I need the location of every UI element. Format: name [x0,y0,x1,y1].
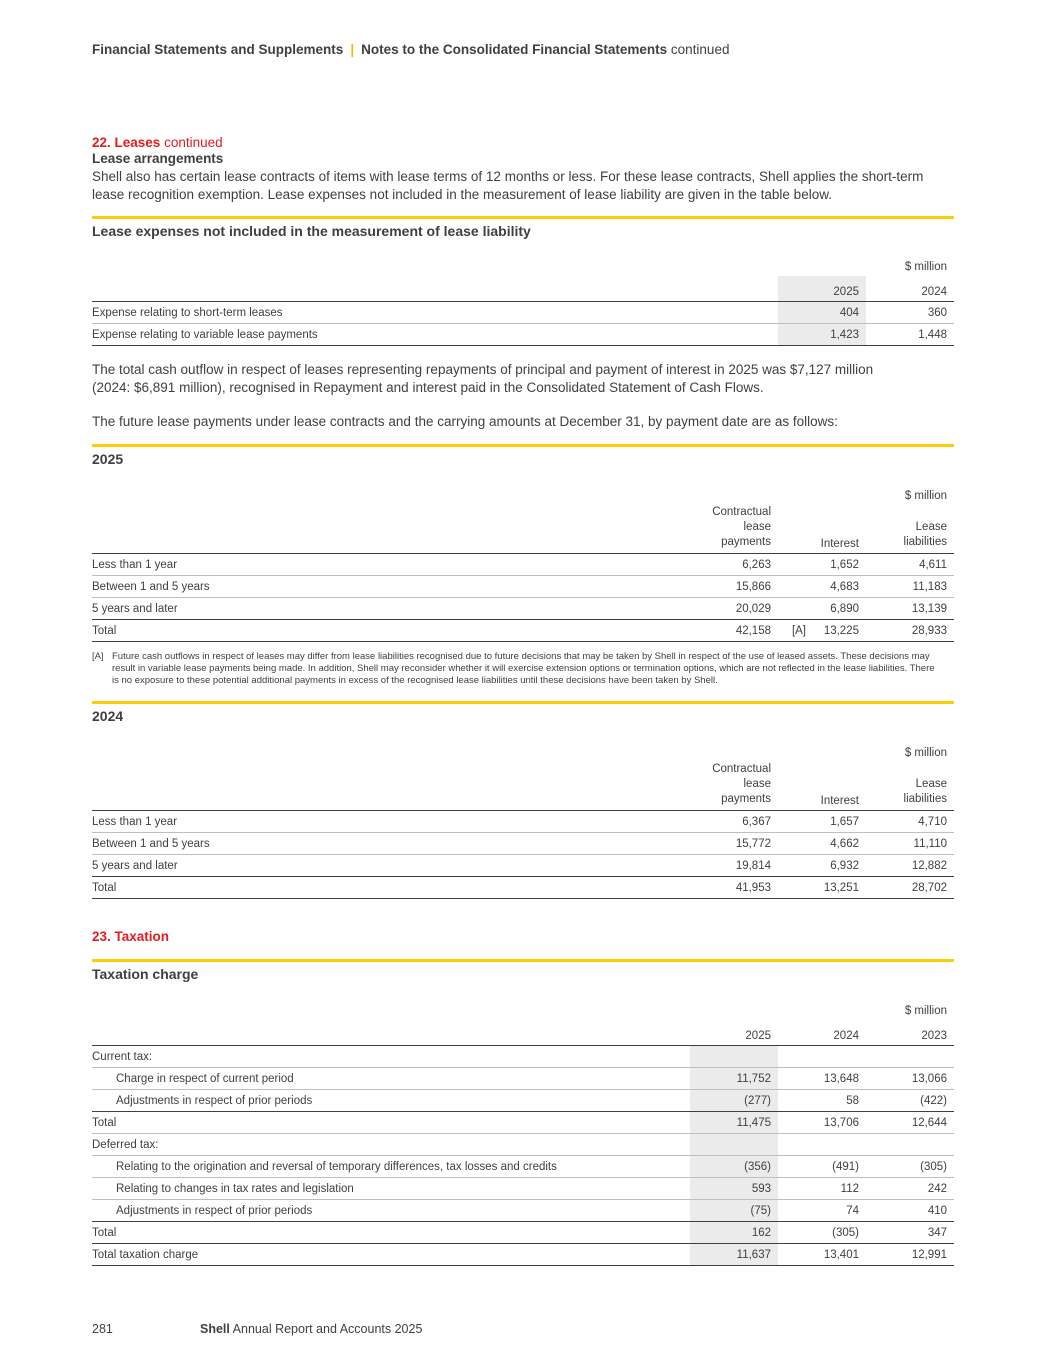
header-continued: continued [670,42,730,57]
table-row: Expense relating to short-term leases 404 360 [92,302,954,324]
cash-outflow-paragraph: The total cash outflow in respect of leases representing repayments of principal and payment of interest in 2025 was $7,127 million (2024: $6,891 million), recognised in Repayment and interest paid in the Consolidated Statement of Cash Flows. [92,362,874,395]
note22-continued: continued [164,135,223,150]
total-row: Total 162 (305) 347 [92,1222,954,1244]
lease-2025-table [92,480,954,642]
table-2025-title: 2025 [92,451,124,467]
document-title: Annual Report and Accounts 2025 [232,1322,423,1336]
future-payments-paragraph: The future lease payments under lease contracts and the carrying amounts at December 31, by payment date are as follows: [92,414,838,429]
table-row: Relating to the origination and reversal of temporary differences, tax losses and credits (356) (491) (305) [92,1156,954,1178]
table-row: Charge in respect of current period 11,752 13,648 13,066 [92,1068,954,1090]
note23-title: 23. Taxation [92,929,170,944]
col-2024: 2024 [833,1030,859,1042]
total-row: Total 11,475 13,706 12,644 [92,1112,954,1134]
col-2024: 2024 [921,286,947,298]
footnote-ref: [A] [791,624,806,637]
lease-expenses-title: Lease expenses not included in the measurement of lease liability [92,223,531,239]
col-2023: 2023 [921,1030,947,1042]
current-tax-row: Current tax: [92,1046,954,1068]
yellow-rule [92,216,954,219]
page-number: 281 [92,1322,113,1336]
note22-title: 22. Leases [92,135,161,150]
table-row: Less than 1 year 6,263 1,652 4,611 [92,554,954,576]
table-row: 5 years and later 20,029 6,890 13,139 [92,598,954,620]
unit-label: $ million [904,490,947,502]
lease-arrangements-subtitle: Lease arrangements [92,151,224,166]
table-row: Adjustments in respect of prior periods (277) 58 (422) [92,1090,954,1112]
table-row: Between 1 and 5 years 15,866 4,683 11,183 [92,576,954,598]
brand-name: Shell [200,1322,230,1336]
table-row: Adjustments in respect of prior periods (75) 74 410 [92,1200,954,1222]
table-2024-title: 2024 [92,708,124,724]
deferred-tax-row: Deferred tax: [92,1134,954,1156]
unit-label: $ million [904,747,947,759]
table-row: 5 years and later 19,814 6,932 12,882 [92,855,954,877]
col-lease-liabilities: Lease liabilities [903,778,947,805]
table-row: Less than 1 year 6,367 1,657 4,710 [92,811,954,833]
grand-total-row: Total taxation charge 11,637 13,401 12,991 [92,1244,954,1266]
header-title: Notes to the Consolidated Financial Statements [361,42,668,57]
col-contractual-payments: Contractual lease payments [712,763,771,805]
col-2025: 2025 [778,276,866,302]
note22-heading [92,135,223,150]
total-row: Total 41,953 13,251 28,702 [92,877,954,899]
col-interest: Interest [820,795,859,807]
yellow-rule [92,959,954,962]
taxation-charge-title: Taxation charge [92,966,199,982]
header-section: Financial Statements and Supplements [92,42,344,57]
col-interest: Interest [820,538,859,550]
running-header [92,42,729,57]
col-contractual-payments: Contractual lease payments [712,506,771,548]
lease-intro-paragraph: Shell also has certain lease contracts of items with lease terms of 12 months or less. For these lease contracts, Shell applies the short-term lease recognition exemption. Lease expenses not included in the measurement of lease liability are given in the table below. [92,169,924,202]
lease-expenses-table [92,251,954,346]
yellow-rule [92,444,954,447]
table-row: Relating to changes in tax rates and legislation 593 112 242 [92,1178,954,1200]
footnote-a: [A] Future cash outflows in respect of leases may differ from lease liabilities recognised due to future decisions that may be taken by Shell in respect of the use of leased assets. These decisions may result in variable lease payments being made. In addition, Shell may reconsider whether it will exercise extension options or termination options, which are not reflected in the lease liabilities. There is no exposure to these potential additional payments in excess of the recognised lease liabilities until these decisions have been taken by Shell. [92,651,935,686]
yellow-rule [92,701,954,704]
table-row: Between 1 and 5 years 15,772 4,662 11,110 [92,833,954,855]
taxation-table [92,995,954,1266]
total-row: Total 42,158 [A] 13,225 28,933 [92,620,954,642]
table-row: Expense relating to variable lease payments 1,423 1,448 [92,324,954,346]
page-footer [92,1322,422,1336]
lease-2024-table [92,737,954,899]
header-separator: | [350,42,355,57]
col-lease-liabilities: Lease liabilities [903,521,947,548]
unit-label: $ million [904,1005,947,1017]
col-2025: 2025 [745,1030,771,1042]
unit-label: $ million [904,261,947,273]
